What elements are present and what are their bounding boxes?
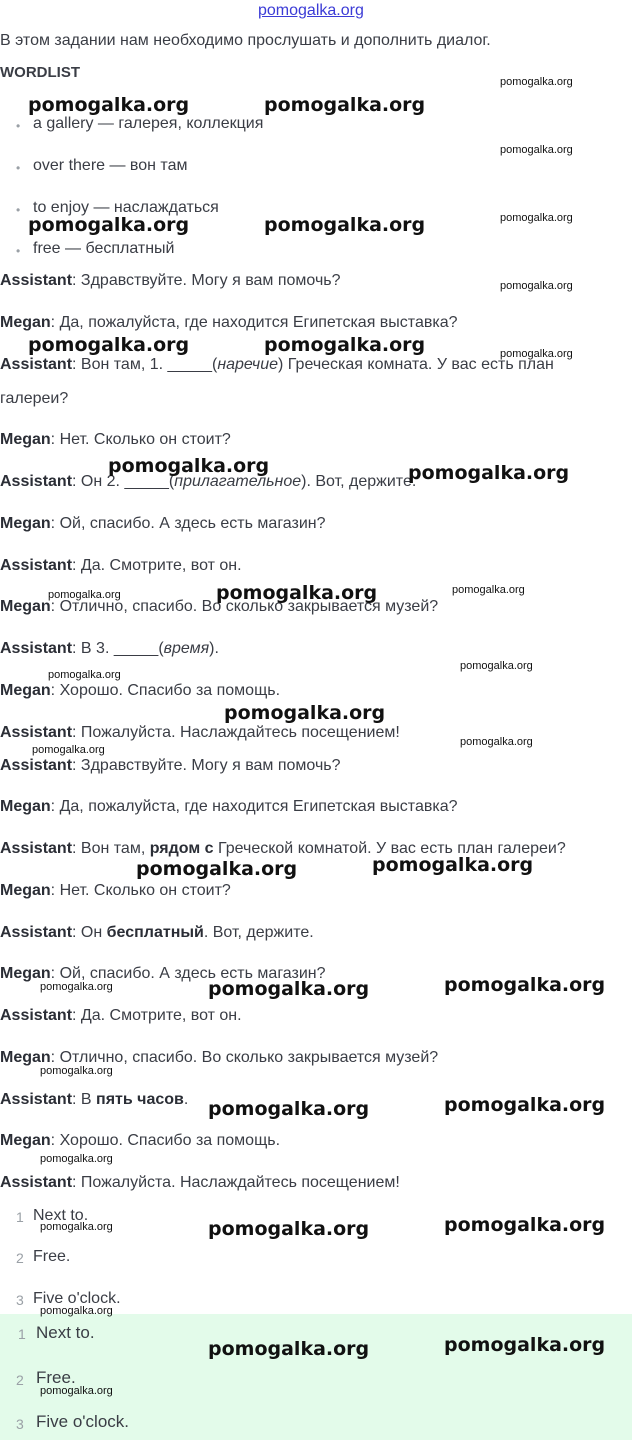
watermark: pomogalka.org [40,1385,113,1397]
dialog-line: Megan: Хорошо. Спасибо за помощь. [0,682,281,699]
dialog-line: Megan: Нет. Сколько он стоит? [0,431,231,448]
dialog-line: Megan: Да, пожалуйста, где находится Египетская выставка? [0,798,458,815]
bullet-icon: • [16,244,21,258]
watermark: pomogalka.org [500,348,573,360]
dialog-line: Assistant: В 3. _____(время). [0,640,219,657]
dialog-line: Megan: Отлично, спасибо. Во сколько закрывается музей? [0,1049,439,1066]
dialog-line: Assistant: Пожалуйста. Наслаждайтесь посещением! [0,1174,400,1191]
watermark: pomogalka.org [28,214,190,236]
answer-number: 3 [16,1416,24,1432]
watermark: pomogalka.org [208,1218,370,1240]
watermark: pomogalka.org [500,144,573,156]
wordlist-item: a gallery — галерея, коллекция [33,115,264,132]
watermark: pomogalka.org [452,584,525,596]
watermark: pomogalka.org [264,334,426,356]
dialog-line: Assistant: Вон там, рядом с Греческой комнатой. У вас есть план галереи? [0,840,566,857]
answer-number: 2 [16,1372,24,1388]
watermark: pomogalka.org [444,1094,606,1116]
watermark: pomogalka.org [216,582,378,604]
dialog-line: Assistant: Здравствуйте. Могу я вам помочь? [0,757,341,774]
watermark: pomogalka.org [32,744,105,756]
watermark: pomogalka.org [108,455,270,477]
dialog-line: Megan: Да, пожалуйста, где находится Египетская выставка? [0,314,458,331]
watermark: pomogalka.org [444,1214,606,1236]
watermark: pomogalka.org [460,736,533,748]
watermark: pomogalka.org [48,589,121,601]
dialog-line: Assistant: Пожалуйста. Наслаждайтесь посещением! [0,724,400,741]
answer-item: Free. [36,1368,76,1387]
dialog-line: Assistant: Он бесплатный. Вот, держите. [0,924,314,941]
answer-item: Next to. [36,1323,95,1342]
watermark: pomogalka.org [40,1305,113,1317]
watermark: pomogalka.org [444,974,606,996]
site-link[interactable]: pomogalka.org [258,2,364,19]
watermark: pomogalka.org [28,94,190,116]
answer-item: Next to. [33,1207,89,1224]
answer-number: 2 [16,1250,24,1266]
watermark: pomogalka.org [224,702,386,724]
watermark: pomogalka.org [28,334,190,356]
watermark: pomogalka.org [444,1334,606,1356]
watermark: pomogalka.org [208,1098,370,1120]
watermark: pomogalka.org [500,212,573,224]
watermark: pomogalka.org [264,214,426,236]
answer-item: Free. [33,1248,71,1265]
answer-item: Five o'clock. [33,1290,121,1307]
dialog-line: Assistant: Да. Смотрите, вот он. [0,557,242,574]
answer-number: 1 [18,1326,26,1342]
answer-number: 3 [16,1292,24,1308]
intro-text: В этом задании нам необходимо прослушать и дополнить диалог. [0,32,491,49]
watermark: pomogalka.org [264,94,426,116]
watermark: pomogalka.org [460,660,533,672]
dialog-line: Assistant: Здравствуйте. Могу я вам помочь? [0,272,341,289]
watermark: pomogalka.org [500,76,573,88]
watermark: pomogalka.org [48,669,121,681]
watermark: pomogalka.org [136,858,298,880]
bullet-icon: • [16,161,21,175]
wordlist-item: to enjoy — наслаждаться [33,199,219,216]
watermark: pomogalka.org [40,981,113,993]
dialog-line: Assistant: В пять часов. [0,1091,189,1108]
wordlist-item: over there — вон там [33,157,188,174]
bullet-icon: • [16,203,21,217]
watermark: pomogalka.org [40,1153,113,1165]
watermark: pomogalka.org [40,1065,113,1077]
dialog-line: Megan: Отлично, спасибо. Во сколько закрывается музей? [0,598,439,615]
dialog-line: Assistant: Да. Смотрите, вот он. [0,1007,242,1024]
answer-item: Five o'clock. [36,1412,129,1431]
dialog-line: Megan: Хорошо. Спасибо за помощь. [0,1132,281,1149]
dialog-line: Assistant: Вон там, 1. _____(наречие) Греческая комната. У вас есть план [0,356,554,373]
dialog-line: галереи? [0,390,69,407]
watermark: pomogalka.org [208,978,370,1000]
answer-number: 1 [16,1209,24,1225]
dialog-line: Megan: Ой, спасибо. А здесь есть магазин? [0,515,326,532]
dialog-line: Megan: Ой, спасибо. А здесь есть магазин? [0,965,326,982]
watermark: pomogalka.org [40,1221,113,1233]
watermark: pomogalka.org [208,1338,370,1360]
dialog-line: Megan: Нет. Сколько он стоит? [0,882,231,899]
bullet-icon: • [16,119,21,133]
wordlist-item: free — бесплатный [33,240,175,257]
watermark: pomogalka.org [408,462,570,484]
wordlist-title: WORDLIST [0,64,80,81]
watermark: pomogalka.org [500,280,573,292]
watermark: pomogalka.org [372,854,534,876]
dialog-line: Assistant: Он 2. _____(прилагательное). Вот, держите. [0,473,417,490]
